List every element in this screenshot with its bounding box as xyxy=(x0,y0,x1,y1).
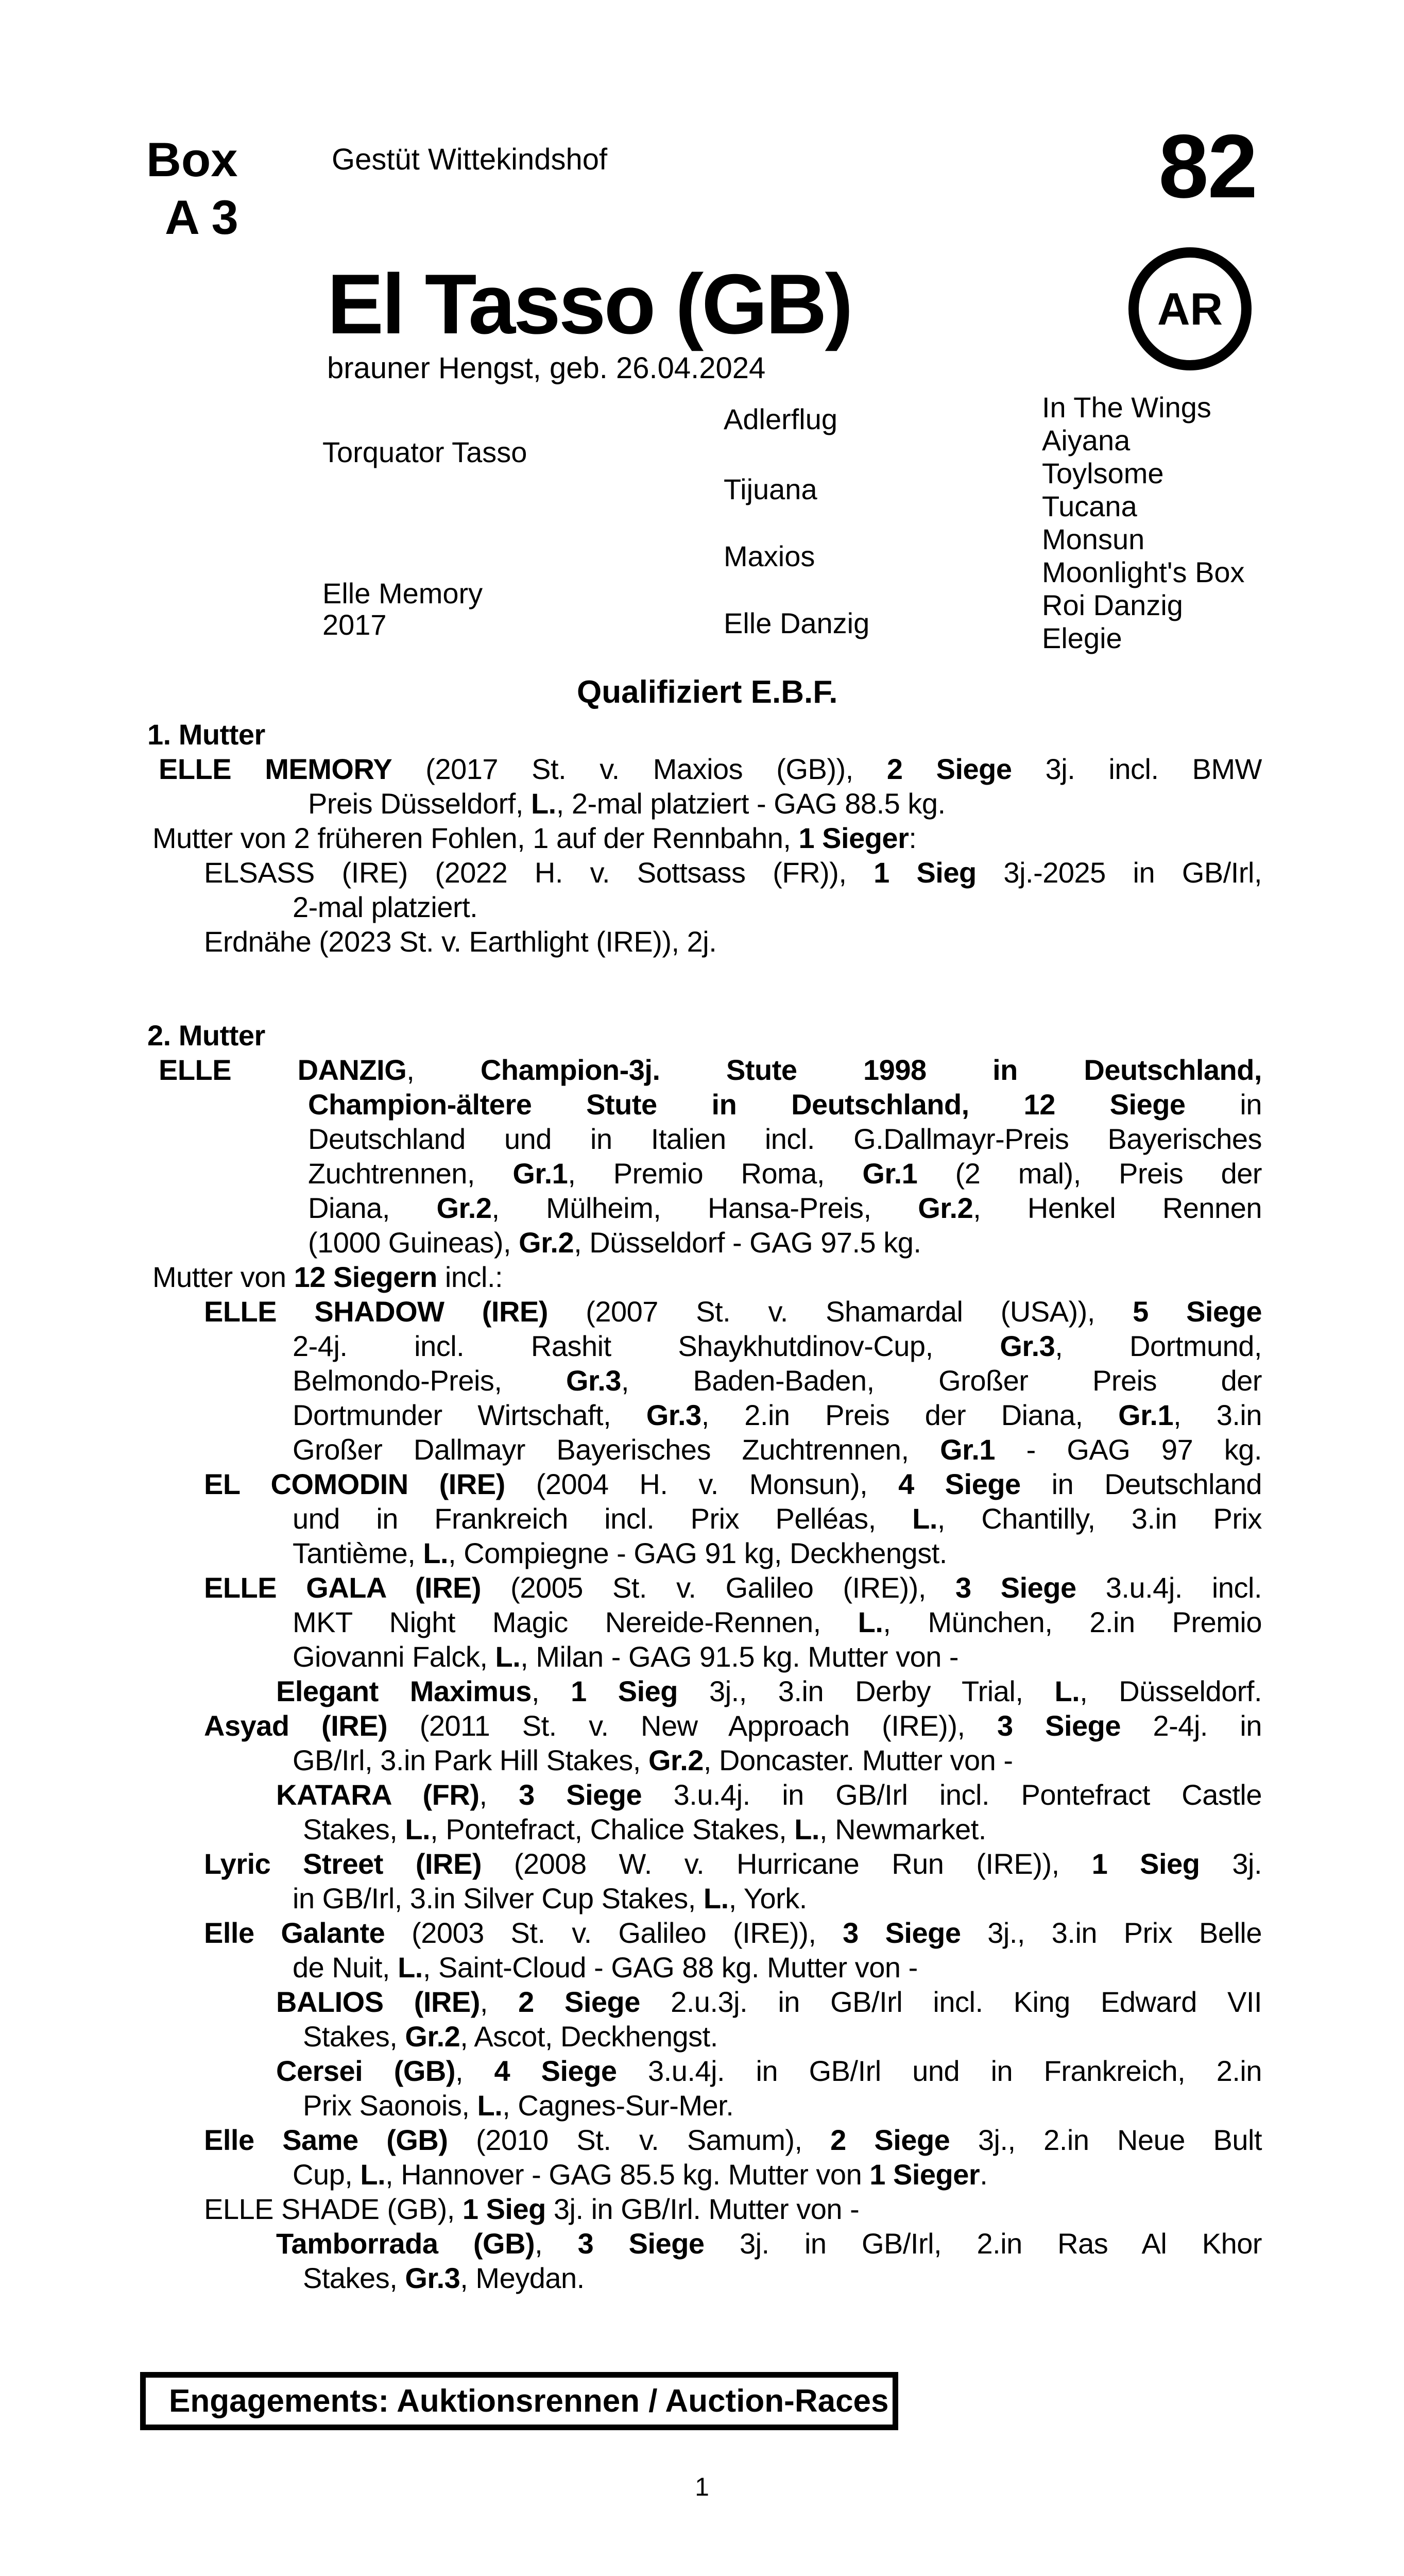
text-segment: Cersei (GB) xyxy=(276,2055,455,2087)
auction-register-badge-icon xyxy=(1128,247,1252,370)
text-segment: Gr.3 xyxy=(405,2262,460,2294)
text-segment: - GAG 97 kg. xyxy=(995,1433,1262,1466)
text-segment: Lyric Street (IRE) xyxy=(204,1848,482,1880)
catalog-line xyxy=(308,1225,1262,1260)
catalog-line xyxy=(308,1191,1262,1225)
text-segment: 2.u.3j. in GB/Irl incl. King Edward VII xyxy=(640,1986,1262,2018)
text-segment: Stakes, xyxy=(303,2262,405,2294)
text-segment: L. xyxy=(794,1813,819,1845)
text-segment: 3j., 3.in Derby Trial, xyxy=(678,1675,1055,1707)
catalog-line xyxy=(293,890,1262,924)
text-segment: L. xyxy=(530,787,556,820)
text-segment: L. xyxy=(423,1537,449,1569)
text-segment: Dortmunder Wirtschaft, xyxy=(293,1399,646,1431)
text-segment: Cup, xyxy=(293,2158,361,2191)
ebf-qualification: Qualifiziert E.B.F. xyxy=(577,674,838,710)
text-segment: 3 Siege xyxy=(997,1709,1121,1742)
text-segment: Gr.1 xyxy=(1118,1399,1174,1431)
text-segment: , 2.in Preis der Diana, xyxy=(701,1399,1119,1431)
catalog-line xyxy=(293,1950,1262,1985)
engagements-box xyxy=(140,2372,898,2430)
text-segment: 3j. in GB/Irl. Mutter von - xyxy=(545,2193,860,2225)
text-segment: L. xyxy=(495,1640,521,1673)
text-segment: Mutter von 2 früheren Fohlen, 1 auf der Rennbahn, xyxy=(152,822,799,854)
text-segment: , München, 2.in Premio xyxy=(883,1606,1262,1638)
text-segment: , xyxy=(406,1054,481,1086)
text-segment: Elegant Maximus xyxy=(276,1675,532,1707)
text-segment: , Baden-Baden, Großer Preis der xyxy=(621,1364,1262,1397)
pedigree-gen2-dam-sire: Maxios xyxy=(724,540,815,572)
catalog-line xyxy=(276,2054,1262,2088)
catalog-line xyxy=(276,1985,1262,2019)
text-segment: 3.u.4j. in GB/Irl incl. Pontefract Castle xyxy=(642,1778,1262,1811)
text-segment: 2-4j. in xyxy=(1121,1709,1262,1742)
text-segment: (2010 St. v. Samum), xyxy=(448,2124,831,2156)
catalog-line xyxy=(293,1881,1262,1916)
text-segment: Stakes, xyxy=(303,2020,405,2053)
catalog-line xyxy=(293,1432,1262,1467)
text-segment: 3 Siege xyxy=(519,1778,642,1811)
text-segment: , xyxy=(455,2055,494,2087)
catalog-line xyxy=(204,2123,1262,2157)
text-segment: 2. Mutter xyxy=(147,1019,265,1052)
catalog-line xyxy=(147,1018,1262,1053)
catalog-line xyxy=(276,1674,1262,1708)
text-segment: ELLE MEMORY xyxy=(159,753,392,785)
catalog-line xyxy=(204,924,1262,959)
catalog-line xyxy=(152,1260,1262,1294)
text-segment: L. xyxy=(703,1882,729,1914)
text-segment: de Nuit, xyxy=(293,1951,398,1984)
text-segment: , Pontefract, Chalice Stakes, xyxy=(430,1813,795,1845)
text-segment: L. xyxy=(360,2158,386,2191)
text-segment: 2 Siege xyxy=(886,753,1012,785)
pedigree-sire: Torquator Tasso xyxy=(322,436,527,468)
text-segment: 3j., 2.in Neue Bult xyxy=(950,2124,1262,2156)
text-segment: Mutter von xyxy=(152,1261,294,1293)
catalog-line xyxy=(293,1536,1262,1570)
pedigree-gen3-name: Monsun xyxy=(1042,523,1145,555)
text-segment: 3 Siege xyxy=(843,1917,961,1949)
text-segment: (2003 St. v. Galileo (IRE)), xyxy=(385,1917,843,1949)
text-segment: Gr.2 xyxy=(918,1192,973,1224)
text-segment: 5 Siege xyxy=(1133,1295,1262,1328)
catalog-line xyxy=(204,1708,1262,1743)
text-segment: , Henkel Rennen xyxy=(973,1192,1262,1224)
text-segment: (2004 H. v. Monsun), xyxy=(505,1468,899,1500)
pedigree-dam: Elle Memory xyxy=(322,577,483,609)
catalog-line xyxy=(204,2192,1262,2226)
text-segment: , Meydan. xyxy=(460,2262,585,2294)
pedigree-gen2-sire-dam: Tijuana xyxy=(724,473,817,505)
text-segment: Preis Düsseldorf, xyxy=(308,787,531,820)
text-segment: , Ascot, Deckhengst. xyxy=(460,2020,718,2053)
text-segment: Stakes, xyxy=(303,1813,405,1845)
text-segment: , Saint-Cloud - GAG 88 kg. Mutter von - xyxy=(422,1951,918,1984)
text-segment: 3j. xyxy=(1200,1848,1262,1880)
catalog-line xyxy=(204,1294,1262,1329)
pedigree-gen3-name: Elegie xyxy=(1042,622,1122,654)
text-segment: KATARA (FR) xyxy=(276,1778,480,1811)
text-segment: 3 Siege xyxy=(955,1571,1076,1604)
catalog-line xyxy=(204,1570,1262,1605)
consignor-name: Gestüt Wittekindshof xyxy=(332,143,608,176)
catalog-line xyxy=(293,2157,1262,2192)
catalog-line xyxy=(308,1087,1262,1122)
text-segment: , Newmarket. xyxy=(819,1813,986,1845)
text-segment: , Premio Roma, xyxy=(568,1157,863,1190)
text-segment: ELLE DANZIG xyxy=(159,1054,407,1086)
catalog-line xyxy=(152,821,1262,855)
text-segment: L. xyxy=(398,1951,423,1984)
text-segment: 1 Sieger xyxy=(798,822,909,854)
catalog-line xyxy=(308,1156,1262,1191)
text-segment: , xyxy=(535,2227,578,2260)
text-segment: Asyad (IRE) xyxy=(204,1709,388,1742)
catalog-line xyxy=(303,1812,1262,1846)
catalog-line xyxy=(293,1743,1262,1777)
text-segment: BALIOS (IRE) xyxy=(276,1986,480,2018)
text-segment: 3.u.4j. in GB/Irl und in Frankreich, 2.in xyxy=(617,2055,1262,2087)
horse-details: brauner Hengst, geb. 26.04.2024 xyxy=(327,351,766,385)
box-label: Box xyxy=(146,132,238,187)
text-segment: Gr.3 xyxy=(646,1399,701,1431)
text-segment: in Deutschland xyxy=(1020,1468,1262,1500)
catalog-line xyxy=(159,752,1262,786)
text-segment: Gr.2 xyxy=(436,1192,492,1224)
text-segment: , York. xyxy=(728,1882,807,1914)
text-segment: Belmondo-Preis, xyxy=(293,1364,566,1397)
text-segment: ELLE SHADOW (IRE) xyxy=(204,1295,548,1328)
catalog-line xyxy=(293,1329,1262,1363)
text-segment: 3.u.4j. incl. xyxy=(1076,1571,1262,1604)
lot-number: 82 xyxy=(1158,116,1257,217)
text-segment: 12 Siegern xyxy=(294,1261,437,1293)
text-segment: 1 Sieg xyxy=(462,2193,546,2225)
text-segment: Elle Same (GB) xyxy=(204,2124,448,2156)
catalog-line xyxy=(293,1605,1262,1639)
text-segment: Großer Dallmayr Bayerisches Zuchtrennen, xyxy=(293,1433,940,1466)
text-segment: 1. Mutter xyxy=(147,718,265,751)
text-segment: Gr.3 xyxy=(1000,1330,1055,1362)
text-segment: , 3.in xyxy=(1173,1399,1262,1431)
catalog-line xyxy=(293,1363,1262,1398)
text-segment: (1000 Guineas), xyxy=(308,1226,519,1259)
text-segment: , Düsseldorf. xyxy=(1080,1675,1262,1707)
catalog-line xyxy=(303,2088,1262,2123)
catalog-line xyxy=(293,1501,1262,1536)
text-segment: ELLE GALA (IRE) xyxy=(204,1571,482,1604)
text-segment: (2007 St. v. Shamardal (USA)), xyxy=(547,1295,1133,1328)
catalog-line xyxy=(303,2261,1262,2295)
text-segment: (2017 St. v. Maxios (GB)), xyxy=(392,753,887,785)
text-segment: , Mülheim, Hansa-Preis, xyxy=(491,1192,918,1224)
engagements-label: Engagements: Auktionsrennen / Auction-Races xyxy=(169,2383,889,2419)
text-segment: Deutschland und in Italien incl. G.Dallmayr-Preis Bayerisches xyxy=(308,1123,1262,1155)
catalog-text-block xyxy=(147,717,1262,2295)
text-segment: Gr.1 xyxy=(512,1157,568,1190)
text-segment: MKT Night Magic Nereide-Rennen, xyxy=(293,1606,858,1638)
catalog-line xyxy=(276,2226,1262,2261)
text-segment: 2 Siege xyxy=(830,2124,950,2156)
text-segment: L. xyxy=(405,1813,431,1845)
text-segment: 1 Sieger xyxy=(869,2158,980,2191)
catalog-line xyxy=(293,1398,1262,1432)
catalog-line xyxy=(303,2019,1262,2054)
text-segment: Gr.2 xyxy=(405,2020,460,2053)
text-segment: ELLE SHADE (GB), xyxy=(204,2193,463,2225)
text-segment: incl.: xyxy=(437,1261,503,1293)
text-segment: , Doncaster. Mutter von - xyxy=(703,1744,1013,1776)
text-segment: , Düsseldorf - GAG 97.5 kg. xyxy=(574,1226,921,1259)
text-segment: (2008 W. v. Hurricane Run (IRE)), xyxy=(481,1848,1092,1880)
text-segment: , Milan - GAG 91.5 kg. Mutter von - xyxy=(520,1640,959,1673)
text-segment: in xyxy=(1185,1088,1262,1121)
pedigree-gen3-name: In The Wings xyxy=(1042,391,1211,423)
text-segment: , xyxy=(531,1675,571,1707)
text-segment: 4 Siege xyxy=(494,2055,617,2087)
text-segment: , Chantilly, 3.in Prix xyxy=(937,1502,1262,1535)
ar-badge-label: AR xyxy=(1157,283,1223,334)
text-segment: EL COMODIN (IRE) xyxy=(204,1468,505,1500)
text-segment: Elle Galante xyxy=(204,1917,385,1949)
text-segment: Champion-ältere Stute in Deutschland, 12 Siege xyxy=(308,1088,1186,1121)
catalog-line xyxy=(147,717,1262,752)
pedigree-dam-year: 2017 xyxy=(322,608,387,641)
text-segment: 3j. in GB/Irl, 2.in Ras Al Khor xyxy=(704,2227,1262,2260)
text-segment: , Compiegne - GAG 91 kg, Deckhengst. xyxy=(448,1537,947,1569)
pedigree-gen3-name: Tucana xyxy=(1042,490,1137,522)
text-segment: Gr.3 xyxy=(566,1364,621,1397)
text-segment: in GB/Irl, 3.in Silver Cup Stakes, xyxy=(293,1882,704,1914)
text-segment: ELSASS (IRE) (2022 H. v. Sottsass (FR)), xyxy=(204,856,874,889)
text-segment: 3j., 3.in Prix Belle xyxy=(961,1917,1262,1949)
catalog-line xyxy=(308,1122,1262,1156)
text-segment: (2 mal), Preis der xyxy=(917,1157,1262,1190)
catalog-line xyxy=(204,1916,1262,1950)
text-segment: Diana, xyxy=(308,1192,437,1224)
text-segment: Giovanni Falck, xyxy=(293,1640,495,1673)
text-segment: L. xyxy=(477,2089,503,2122)
text-segment: , 2-mal platziert - GAG 88.5 kg. xyxy=(556,787,946,820)
page-number: 1 xyxy=(695,2472,709,2501)
text-segment: Gr.1 xyxy=(862,1157,918,1190)
text-segment: und in Frankreich incl. Prix Pelléas, xyxy=(293,1502,913,1535)
text-segment: Gr.2 xyxy=(648,1744,704,1776)
text-segment: Champion-3j. Stute 1998 in Deutschland, xyxy=(480,1054,1262,1086)
text-segment: , xyxy=(480,1986,519,2018)
text-segment: , xyxy=(479,1778,519,1811)
text-segment: , Hannover - GAG 85.5 kg. Mutter von xyxy=(385,2158,870,2191)
text-segment: (2011 St. v. New Approach (IRE)), xyxy=(387,1709,997,1742)
catalog-line xyxy=(159,1053,1262,1087)
horse-name: El Tasso (GB) xyxy=(327,257,851,351)
catalog-line xyxy=(204,855,1262,890)
pedigree-gen3-name: Aiyana xyxy=(1042,424,1131,456)
catalog-line xyxy=(204,1846,1262,1881)
text-segment: 1 Sieg xyxy=(571,1675,678,1707)
pedigree-gen2-sire-sire: Adlerflug xyxy=(724,403,838,435)
pedigree-gen3-name: Moonlight's Box xyxy=(1042,556,1245,588)
text-segment: 3j.-2025 in GB/Irl, xyxy=(976,856,1262,889)
text-segment: 1 Sieg xyxy=(874,856,977,889)
text-segment: , Cagnes-Sur-Mer. xyxy=(502,2089,734,2122)
catalog-line xyxy=(293,1639,1262,1674)
pedigree-gen2-dam-dam: Elle Danzig xyxy=(724,607,870,639)
text-segment: Zuchtrennen, xyxy=(308,1157,513,1190)
text-segment: 3j. incl. BMW xyxy=(1012,753,1262,785)
text-segment: 4 Siege xyxy=(898,1468,1021,1500)
text-segment: . xyxy=(980,2158,988,2191)
text-segment: L. xyxy=(1054,1675,1080,1707)
pedigree-gen3-name: Toylsome xyxy=(1042,457,1164,489)
text-segment: 2-4j. incl. Rashit Shaykhutdinov-Cup, xyxy=(293,1330,1000,1362)
text-segment: 2-mal platziert. xyxy=(293,891,478,923)
text-segment: L. xyxy=(912,1502,937,1535)
text-segment: 1 Sieg xyxy=(1091,1848,1200,1880)
text-segment: , Dortmund, xyxy=(1055,1330,1262,1362)
catalog-line xyxy=(204,1467,1262,1501)
text-segment: L. xyxy=(858,1606,883,1638)
text-segment: (2005 St. v. Galileo (IRE)), xyxy=(481,1571,955,1604)
pedigree-gen3-name: Roi Danzig xyxy=(1042,589,1183,621)
text-segment: : xyxy=(909,822,917,854)
text-segment: Erdnähe (2023 St. v. Earthlight (IRE)), 2j. xyxy=(204,925,717,958)
text-segment: 3 Siege xyxy=(577,2227,705,2260)
catalog-line xyxy=(276,1777,1262,1812)
text-segment: 2 Siege xyxy=(518,1986,640,2018)
text-segment: Prix Saonois, xyxy=(303,2089,477,2122)
catalog-line xyxy=(308,786,1262,821)
text-segment: GB/Irl, 3.in Park Hill Stakes, xyxy=(293,1744,648,1776)
text-segment: Gr.2 xyxy=(519,1226,574,1259)
text-segment: Tantième, xyxy=(293,1537,423,1569)
text-segment: Gr.1 xyxy=(940,1433,996,1466)
box-number: A 3 xyxy=(165,190,238,244)
text-segment: Tamborrada (GB) xyxy=(276,2227,535,2260)
